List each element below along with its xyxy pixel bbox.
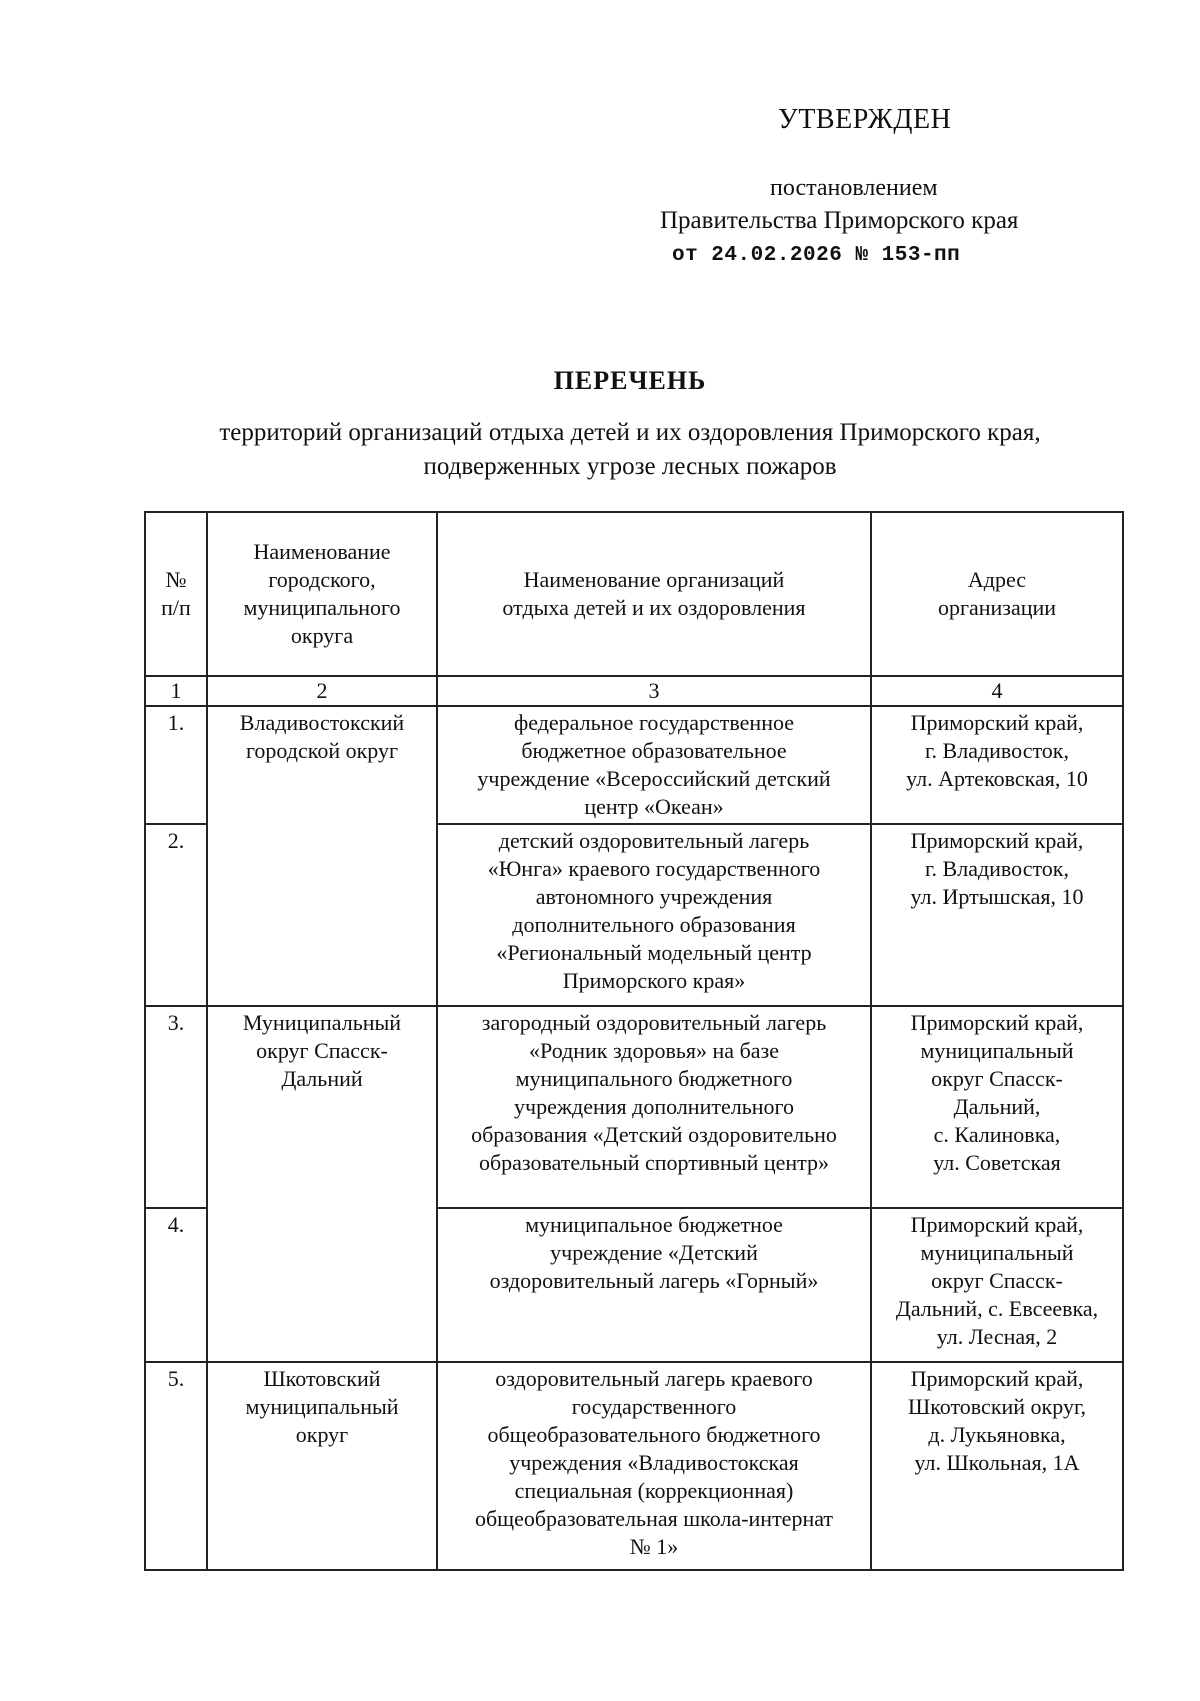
column-number: 1 [145,676,207,706]
district-name: Муниципальный округ Спасск- Дальний [207,1006,437,1362]
header-number: № п/п [145,512,207,676]
column-number: 4 [871,676,1123,706]
organization-address: Приморский край, муниципальный округ Спасск- Дальний, с. Калиновка, ул. Советская [871,1006,1123,1208]
row-number: 3. [145,1006,207,1208]
table-row [145,1362,1123,1570]
organization-address: Приморский край, г. Владивосток, ул. Артековская, 10 [871,706,1123,824]
organization-name: оздоровительный лагерь краевого государственного общеобразовательного бюджетного учреждения «Владивостокская специальная (коррекционная) общеобразовательная школа-интернат № 1» [437,1362,871,1570]
column-number-row [145,676,1123,706]
row-number: 1. [145,706,207,824]
organization-name: детский оздоровительный лагерь «Юнга» краевого государственного автономного учреждения дополнительного образования «Региональный модельный центр Приморского края» [437,824,871,1006]
approval-resolution-label: постановлением [770,175,938,201]
document-title: ПЕРЕЧЕНЬ [553,366,707,395]
column-number: 2 [207,676,437,706]
header-organization: Наименование организаций отдыха детей и их оздоровления [437,512,871,676]
organization-name: загородный оздоровительный лагерь «Родник здоровья» на базе муниципального бюджетного учреждения дополнительного образования «Детский оздоровительно образовательный спортивный центр» [437,1006,871,1208]
organization-name: муниципальное бюджетное учреждение «Детский оздоровительный лагерь «Горный» [437,1208,871,1362]
approved-heading: УТВЕРЖДЕН [778,104,952,135]
row-number: 2. [145,824,207,1006]
district-name: Шкотовский муниципальный округ [207,1362,437,1570]
approval-government-label: Правительства Приморского края [660,207,1019,234]
header-district: Наименование городского, муниципального округа [207,512,437,676]
table-row [145,1006,1123,1208]
approval-date-number: от 24.02.2026 № 153-пп [672,244,961,267]
territories-table [144,511,1124,1571]
approval-block [0,0,1200,270]
row-number: 4. [145,1208,207,1362]
header-address: Адрес организации [871,512,1123,676]
organization-address: Приморский край, Шкотовский округ, д. Лукьяновка, ул. Школьная, 1А [871,1362,1123,1570]
document-subtitle: территорий организаций отдыха детей и их оздоровления Приморского края, подверженных угрозе лесных пожаров [219,419,1041,480]
organization-address: Приморский край, г. Владивосток, ул. Иртышская, 10 [871,824,1123,1006]
column-number: 3 [437,676,871,706]
table-header-row [145,512,1123,676]
organization-address: Приморский край, муниципальный округ Спасск- Дальний, с. Евсеевка, ул. Лесная, 2 [871,1208,1123,1362]
row-number: 5. [145,1362,207,1570]
organization-name: федеральное государственное бюджетное образовательное учреждение «Всероссийский детский центр «Океан» [437,706,871,824]
table-row [145,706,1123,824]
district-name: Владивостокский городской округ [207,706,437,1006]
